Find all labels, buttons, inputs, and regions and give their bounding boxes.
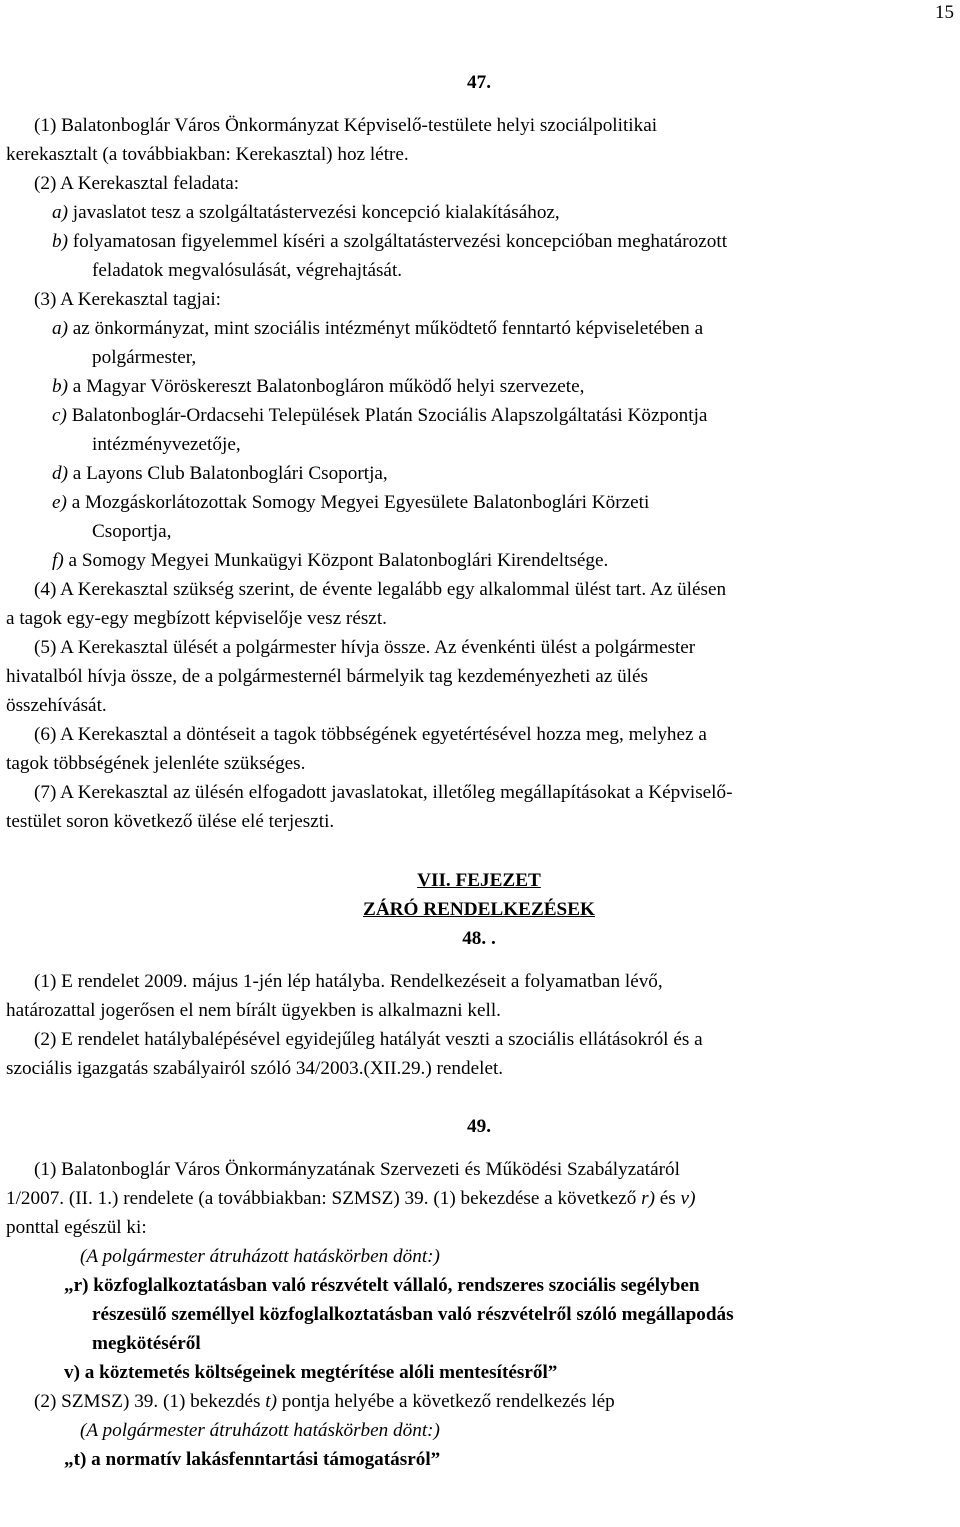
s47-p7-line1: (7) A Kerekasztal az ülésén elfogadott javaslatokat, illetőleg megállapításokat a Képviselő-	[34, 782, 733, 803]
s47-p3-a-label: a)	[52, 318, 68, 339]
s49-v-line: v) a köztemetés költségeinek megtérítése alóli mentesítésről”	[64, 1362, 558, 1383]
s49-p2-t: t)	[265, 1391, 277, 1412]
s49-r-line2: részesülő személlyel közfoglalkoztatásban való részvételről szóló megállapodás	[92, 1304, 734, 1325]
s48-p2-line2: szociális igazgatás szabályairól szóló 34/2003.(XII.29.) rendelet.	[6, 1058, 504, 1079]
s49-quote-intro-1: (A polgármester átruházott hatáskörben dönt:)	[80, 1246, 440, 1267]
s47-p2-b	[6, 227, 952, 256]
s47-p1-line2: kerekasztalt (a továbbiakban: Kerekasztal) hoz létre.	[6, 144, 409, 165]
page-number: 15	[935, 2, 954, 23]
s49-quote-intro-2: (A polgármester átruházott hatáskörben dönt:)	[80, 1420, 440, 1441]
s49-t-line: „t) a normatív lakásfenntartási támogatásról”	[64, 1449, 441, 1470]
s47-p2-b-text: folyamatosan figyelemmel kíséri a szolgáltatástervezési koncepcióban meghatározott	[67, 231, 728, 252]
s47-p6-line2: tagok többségének jelenléte szükséges.	[6, 753, 306, 774]
s47-p3-a-cont: polgármester,	[92, 347, 197, 368]
s47-p5-line1: (5) A Kerekasztal ülését a polgármester hívja össze. Az évenkénti ülést a polgármester	[34, 637, 696, 658]
s49-p1-line2-a: 1/2007. (II. 1.) rendelete (a továbbiakban: SZMSZ) 39. (1) bekezdése a következő	[6, 1188, 642, 1209]
s49-p2-b: pontja helyébe a következő rendelkezés lép	[277, 1391, 615, 1412]
document-body	[6, 68, 952, 1474]
s47-p3-f-label: f)	[52, 550, 64, 571]
s47-p3-b-text: a Magyar Vöröskereszt Balatonbogláron működő helyi szervezete,	[67, 376, 585, 397]
s47-p7-line2: testület soron következő ülése elé terjeszti.	[6, 811, 335, 832]
s48-p1-line1: (1) E rendelet 2009. május 1-jén lép hatályba. Rendelkezéseit a folyamatban lévő,	[34, 971, 663, 992]
s47-p1-line1: (1) Balatonboglár Város Önkormányzat Képviselő-testülete helyi szociálpolitikai	[34, 115, 658, 136]
s49-p2-a: (2) SZMSZ) 39. (1) bekezdés	[34, 1391, 266, 1412]
s47-p3-a-text: az önkormányzat, mint szociális intézményt működtető fenntartó képviseletében a	[67, 318, 704, 339]
s47-p6-line1: (6) A Kerekasztal a döntéseit a tagok többségének egyetértésével hozza meg, melyhez a	[34, 724, 707, 745]
s47-p3-e	[6, 488, 952, 517]
section-48-title: 48. .	[462, 928, 496, 949]
s47-p3-c-label: c)	[52, 405, 67, 426]
s49-r-line3: megkötéséről	[92, 1333, 201, 1354]
s47-p3-e-cont: Csoportja,	[92, 521, 172, 542]
s47-p3-d	[6, 459, 952, 488]
s48-p1-line2: határozattal jogerősen el nem bírált ügyekben is alkalmazni kell.	[6, 1000, 501, 1021]
s47-p3-b	[6, 372, 952, 401]
s49-p1-line2-mid: és	[654, 1188, 681, 1209]
s47-p3-b-label: b)	[52, 376, 68, 397]
s47-p3-d-label: d)	[52, 463, 68, 484]
s49-p1-line1: (1) Balatonboglár Város Önkormányzatának Szervezeti és Működési Szabályzatáról	[34, 1159, 680, 1180]
s47-p3-intro: (3) A Kerekasztal tagjai:	[34, 289, 222, 310]
s49-p1-line2-r: r)	[641, 1188, 655, 1209]
s47-p2-a-label: a)	[52, 202, 68, 223]
s47-p4-line1: (4) A Kerekasztal szükség szerint, de évente legalább egy alkalommal ülést tart. Az ülésen	[34, 579, 727, 600]
s47-p2-b-cont: feladatok megvalósulását, végrehajtását.	[92, 260, 403, 281]
s47-p3-f	[6, 546, 952, 575]
s47-p3-e-label: e)	[52, 492, 67, 513]
s47-p2-a	[6, 198, 952, 227]
s49-p2	[6, 1387, 952, 1416]
s47-p5-line3: összehívását.	[6, 695, 107, 716]
s48-p2-line1: (2) E rendelet hatálybalépésével egyidejűleg hatályát veszti a szociális ellátásokról és a	[34, 1029, 703, 1050]
chapter-title: VII. FEJEZET	[417, 870, 541, 891]
s49-p1-line3: ponttal egészül ki:	[6, 1217, 147, 1238]
s47-p2-a-text: javaslatot tesz a szolgáltatástervezési koncepció kialakításához,	[67, 202, 560, 223]
section-47-title: 47.	[467, 72, 491, 93]
s47-p5-line2: hivatalból hívja össze, de a polgármesternél bármelyik tag kezdeményezheti az ülés	[6, 666, 648, 687]
s47-p3-e-text: a Mozgáskorlátozottak Somogy Megyei Egyesülete Balatonboglári Körzeti	[66, 492, 650, 513]
s47-p2-b-label: b)	[52, 231, 68, 252]
s47-p3-d-text: a Layons Club Balatonboglári Csoportja,	[67, 463, 388, 484]
s47-p2-intro: (2) A Kerekasztal feladata:	[34, 173, 240, 194]
s49-p1-line2	[6, 1184, 952, 1213]
s47-p3-a	[6, 314, 952, 343]
s47-p3-f-text: a Somogy Megyei Munkaügyi Központ Balatonboglári Kirendeltsége.	[63, 550, 609, 571]
s47-p3-c	[6, 401, 952, 430]
s47-p3-c-text: Balatonboglár-Ordacsehi Települések Platán Szociális Alapszolgáltatási Központja	[66, 405, 708, 426]
chapter-subtitle: ZÁRÓ RENDELKEZÉSEK	[363, 899, 595, 920]
s49-r-line1: „r) közfoglalkoztatásban való részvételt vállaló, rendszeres szociális segélyben	[64, 1275, 700, 1296]
s49-p1-line2-v: v)	[680, 1188, 696, 1209]
s47-p4-line2: a tagok egy-egy megbízott képviselője vesz részt.	[6, 608, 387, 629]
s47-p3-c-cont: intézményvezetője,	[92, 434, 241, 455]
section-49-title: 49.	[467, 1116, 491, 1137]
